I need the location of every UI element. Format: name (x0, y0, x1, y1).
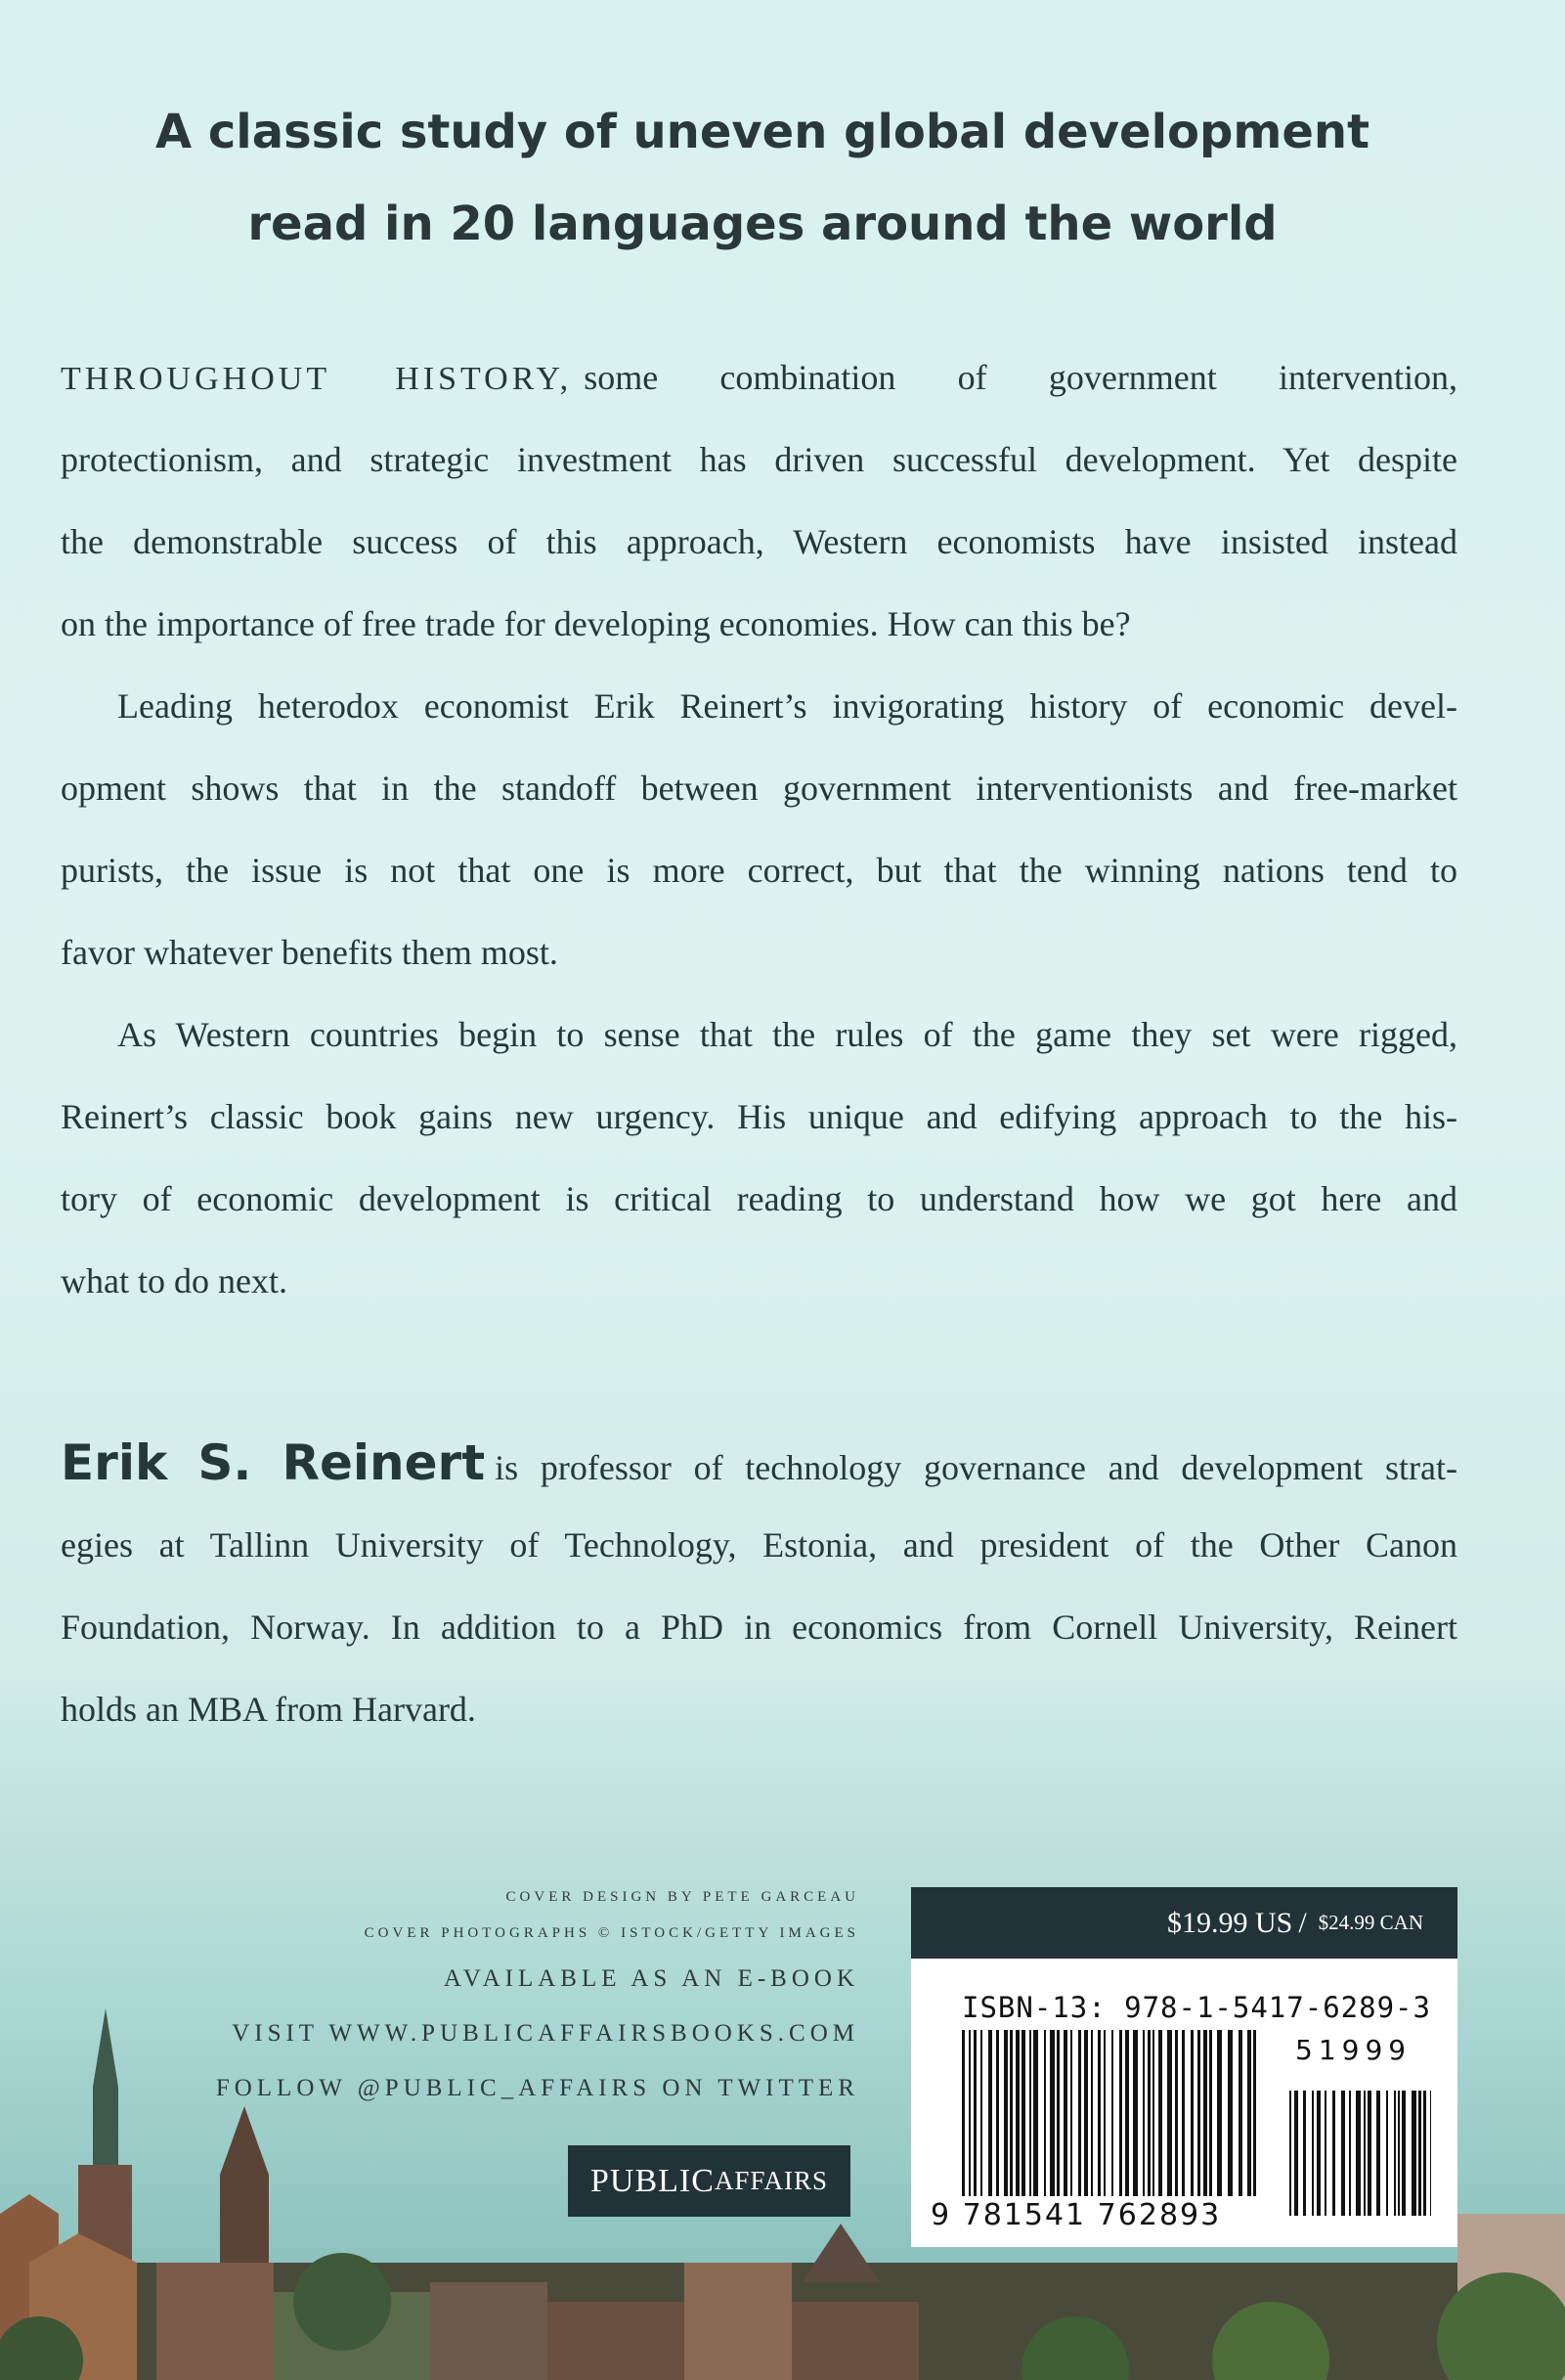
author-bio-line: Foundation, Norway. In addition to a PhD in economics from Cornell University, Reinert (61, 1608, 1457, 1647)
barcode-bar (1368, 2091, 1371, 2216)
barcode-bar (1356, 2091, 1361, 2216)
description-line: protectionism, and strategic investment has driven successful development. Yet despite (61, 440, 1457, 479)
barcode-bar (1402, 2091, 1406, 2216)
barcode-bar (1133, 2030, 1138, 2196)
barcode-bar (1078, 2030, 1081, 2196)
opening-caps: THROUGHOUT HISTORY, (61, 361, 573, 397)
barcode-bar (1303, 2091, 1306, 2216)
barcode-digits: 9 781541 762893 (931, 2198, 1222, 2232)
barcode-bar (1148, 2030, 1151, 2196)
author-bio (61, 1422, 1457, 1750)
barcode-label (911, 1887, 1457, 2247)
barcode-bar (1317, 2091, 1321, 2216)
price-us: $19.99 US (1166, 1906, 1293, 1939)
barcode-bar (1364, 2091, 1366, 2216)
barcode-bar (1167, 2030, 1172, 2196)
barcode-bar (1239, 2030, 1242, 2196)
website-link[interactable]: VISIT WWW.PUBLICAFFAIRSBOOKS.COM (232, 2020, 859, 2047)
description-line: THROUGHOUT HISTORY, some combination of government intervention, (61, 358, 1457, 397)
barcode-bar (1057, 2030, 1060, 2196)
barcode-bar (1203, 2030, 1207, 2196)
barcode-bar (1022, 2030, 1025, 2196)
barcode-bar (1033, 2030, 1038, 2196)
barcode-bar (1386, 2091, 1388, 2216)
barcode-bar (1104, 2030, 1106, 2196)
barcode-bar (974, 2030, 977, 2196)
publisher-logo: PUBLIC AFFAIRS (568, 2145, 850, 2217)
description-line: purists, the issue is not that one is more correct, but that the winning nations tend to (61, 851, 1457, 890)
barcode-bar (1341, 2091, 1345, 2216)
description-line: on the importance of free trade for developing economies. How can this be? (61, 604, 1131, 643)
barcode-bar (1158, 2030, 1162, 2196)
barcode-bar (1394, 2091, 1396, 2216)
barcode-bar (1050, 2030, 1055, 2196)
barcode-bar (1253, 2030, 1256, 2196)
barcode-bar (1412, 2091, 1416, 2216)
barcode-bar (1111, 2030, 1113, 2196)
barcode-bar (1152, 2030, 1154, 2196)
description-line: opment shows that in the standoff between government interventionists and free-market (61, 769, 1457, 808)
barcode-bar (1349, 2091, 1351, 2216)
barcode-bar (996, 2030, 999, 2196)
barcode-bar (1191, 2030, 1194, 2196)
barcode-bar (1084, 2030, 1088, 2196)
barcode-bar (962, 2030, 965, 2196)
description-line: tory of economic development is critical reading to understand how we got here and (61, 1179, 1457, 1218)
barcode-bar (1197, 2030, 1200, 2196)
credits (216, 1879, 859, 2116)
barcode-bar (1125, 2030, 1129, 2196)
price-addon-code: 51999 (1295, 2034, 1413, 2066)
barcode-bar (1004, 2030, 1008, 2196)
author-bio-line: Erik S. Reinert is professor of technology governance and development strat- (61, 1434, 1458, 1491)
barcode-bar (1294, 2091, 1298, 2216)
barcode-bar (1091, 2030, 1093, 2196)
ebook-note: AVAILABLE AS AN E-BOOK (443, 1965, 859, 1992)
description-line: As Western countries begin to sense that the rules of the game they set were rigged, (117, 1015, 1457, 1054)
barcode-bar (969, 2030, 971, 2196)
description (61, 336, 1457, 1322)
barcode-bar (1143, 2030, 1145, 2196)
isbn-text: ISBN-13: 978-1-5417-6289-3 (962, 1991, 1431, 2024)
barcode-bar (1430, 2091, 1431, 2216)
barcode-bar (988, 2030, 992, 2196)
description-line: the demonstrable success of this approach, Western economists have insisted instead (61, 522, 1457, 561)
barcode-bar (1398, 2091, 1400, 2216)
description-line: Reinert’s classic book gains new urgency. His unique and edifying approach to the his- (61, 1097, 1457, 1136)
author-bio-line: holds an MBA from Harvard. (61, 1690, 476, 1729)
barcode-bar (1217, 2030, 1222, 2196)
barcode-bar (1312, 2091, 1314, 2216)
barcode-bar (1010, 2030, 1013, 2196)
headline (0, 86, 1525, 270)
author-name: Erik S. Reinert (61, 1434, 486, 1491)
barcode-bar (1119, 2030, 1122, 2196)
barcode-bar (1289, 2091, 1291, 2216)
barcode-bar (1029, 2030, 1031, 2196)
barcode-bar (1418, 2091, 1421, 2216)
barcode-bar (1228, 2030, 1233, 2196)
barcode-bar (1044, 2030, 1046, 2196)
barcode-bar (1423, 2091, 1426, 2216)
twitter-handle[interactable]: FOLLOW @PUBLIC_AFFAIRS ON TWITTER (215, 2075, 859, 2101)
barcode-bar (1376, 2091, 1380, 2216)
author-bio-line: egies at Tallinn University of Technology, Estonia, and president of the Other Canon (61, 1525, 1457, 1565)
barcode-bar (1325, 2091, 1326, 2216)
barcode-bar (1247, 2030, 1251, 2196)
price-bar: $19.99 US / $24.99 CAN (911, 1887, 1457, 1959)
description-line: favor whatever benefits them most. (61, 933, 558, 972)
description-line: what to do next. (61, 1261, 287, 1300)
barcode-bar (1175, 2030, 1178, 2196)
barcode-bar (1182, 2030, 1185, 2196)
headline-line-1: A classic study of uneven global development (154, 105, 1370, 159)
barcode-bar (1098, 2030, 1101, 2196)
barcode-bar (1070, 2030, 1072, 2196)
barcode-bar (1064, 2030, 1067, 2196)
barcode-bar (1016, 2030, 1020, 2196)
barcode-bar (1332, 2091, 1335, 2216)
price-can: $24.99 CAN (1318, 1911, 1423, 1934)
cover-design-credit: COVER DESIGN BY PETE GARCEAU (505, 1889, 859, 1905)
barcode-bar (980, 2030, 982, 2196)
description-line: Leading heterodox economist Erik Reinert’s invigorating history of economic devel- (117, 686, 1457, 726)
barcode-bar (1209, 2030, 1212, 2196)
headline-line-2: read in 20 languages around the world (247, 197, 1278, 251)
cover-photo-credit: COVER PHOTOGRAPHS © ISTOCK/GETTY IMAGES (364, 1925, 859, 1941)
